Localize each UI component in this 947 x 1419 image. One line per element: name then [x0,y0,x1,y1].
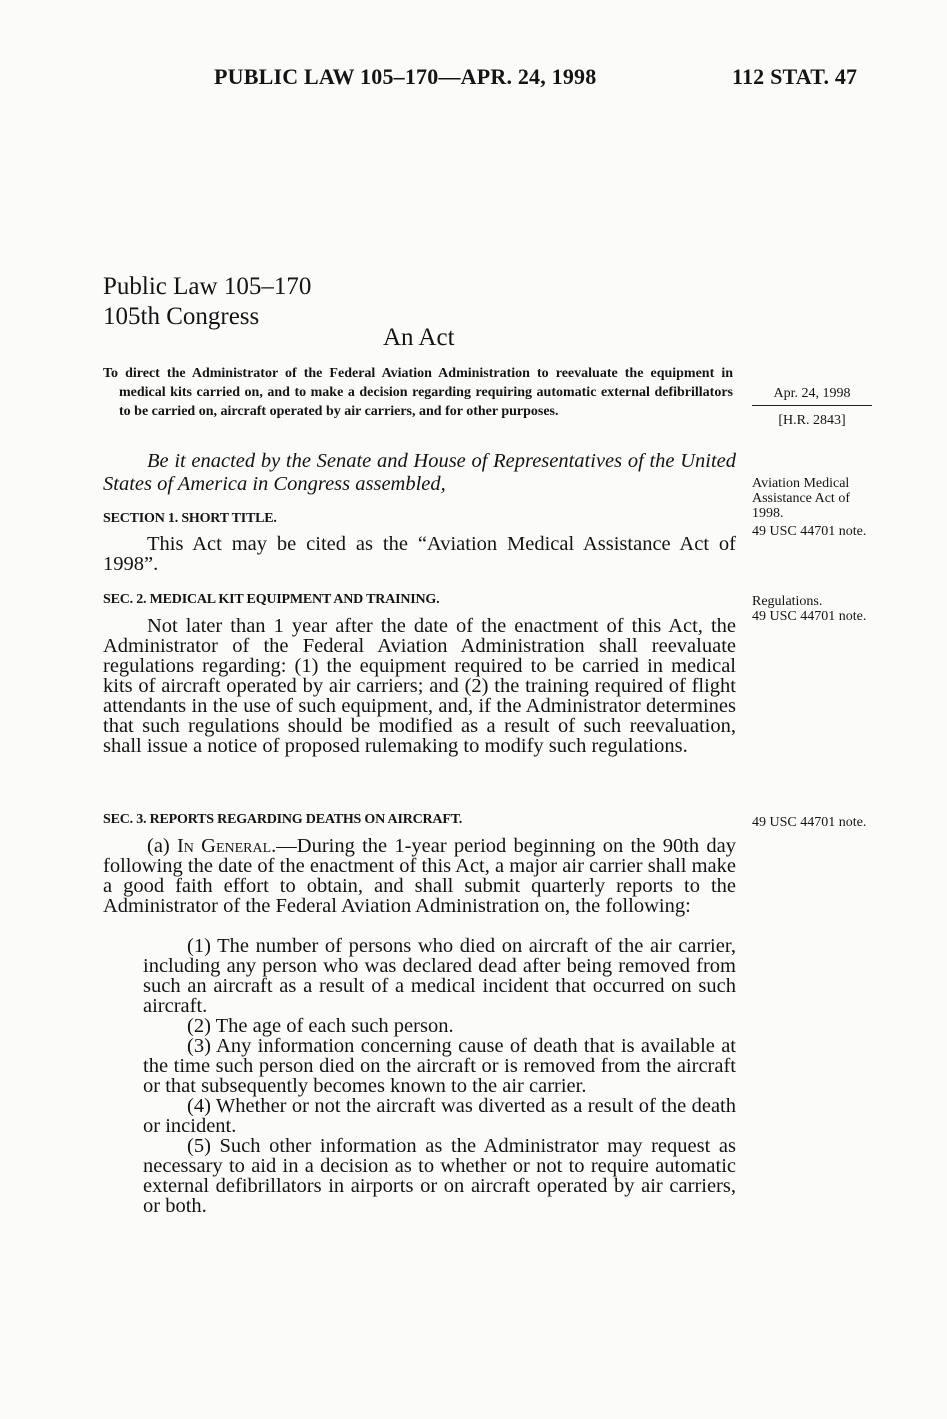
list-item: (2) The age of each such person. [187,1015,454,1037]
list-item: (5) Such other information as the Administrator may request as necessary to aid in a decision as to whether or not to require automatic external defibrillators in airports or on aircraft operated by air carriers, or both. [143,1135,736,1217]
law-number: Public Law 105–170 [103,273,312,300]
bill-number: [H.R. 2843] [778,413,846,428]
subsection-a [103,836,736,916]
margin-note-short-title-usc: 49 USC 44701 note. [752,524,867,539]
margin-note-regulations: Regulations. [752,594,823,609]
act-heading: An Act [383,324,455,351]
running-title: PUBLIC LAW 105–170—APR. 24, 1998 [214,64,597,89]
section-3-body [103,836,736,916]
section-1-heading: SECTION 1. SHORT TITLE. [103,511,277,526]
approval-date: Apr. 24, 1998 [752,386,872,406]
section-2-body [103,616,736,756]
section-1-text: This Act may be cited as the “Aviation Medical Assistance Act of 1998”. [103,533,736,575]
section-2-text: Not later than 1 year after the date of the enactment of this Act, the Administrator of the Federal Aviation Administration shall reevaluate regulations regarding: (1) the equipment required to be carried in medical kits of aircraft operated by air carriers; and (2) the training required of flight attendants in the use of such equipment, and, if the Administrator determines that such regulations should be modified as a result of such reevaluation, shall issue a notice of proposed rulemaking to modify such regulations. [103,615,736,757]
approval-date-note [752,386,872,429]
subsection-a-caption: In General [176,835,272,857]
subsection-a-text: .—During the 1-year period beginning on the 90th day following the date of the enactment of this Act, a major air carrier shall make a good faith effort to obtain, and shall submit quarterly reports to the Administrator of the Federal Aviation Administration on, the following: [103,835,736,917]
list-item: (4) Whether or not the aircraft was diverted as a result of the death or incident. [143,1095,736,1137]
section-2-heading: SEC. 2. MEDICAL KIT EQUIPMENT AND TRAINING. [103,592,440,607]
section-1-body [103,534,736,574]
stat-page-number: 112 STAT. 47 [732,64,858,89]
purpose-text: To direct the Administrator of the Federal Aviation Administration to reevaluate the equipment in medical kits carried on, and to make a decision regarding requiring automatic external defibrillators to be carried on, aircraft operated by air carriers, and for other purposes. [103,366,733,419]
section-3-list [103,936,736,1216]
list-item: (3) Any information concerning cause of death that is available at the time such person died on the aircraft or is removed from the aircraft or that subsequently becomes known to the air carrier. [143,1035,736,1097]
enacting-clause: Be it enacted by the Senate and House of Representatives of the United States of America in Congress assembled, [103,450,736,495]
subsection-a-label: (a) [147,835,177,857]
list-item: (1) The number of persons who died on aircraft of the air carrier, including any person who was declared dead after being removed from such an aircraft as a result of a medical incident that occurred on such aircraft. [143,935,736,1017]
margin-note-short-title: Aviation Medical Assistance Act of 1998. [752,476,850,521]
section-3-heading: SEC. 3. REPORTS REGARDING DEATHS ON AIRCRAFT. [103,812,463,827]
congress-number: 105th Congress [103,303,260,330]
margin-note-regulations-usc: 49 USC 44701 note. [752,609,867,624]
purpose-clause [103,364,733,421]
law-title-block [103,272,311,332]
margin-note-section-3-usc: 49 USC 44701 note. [752,815,867,830]
